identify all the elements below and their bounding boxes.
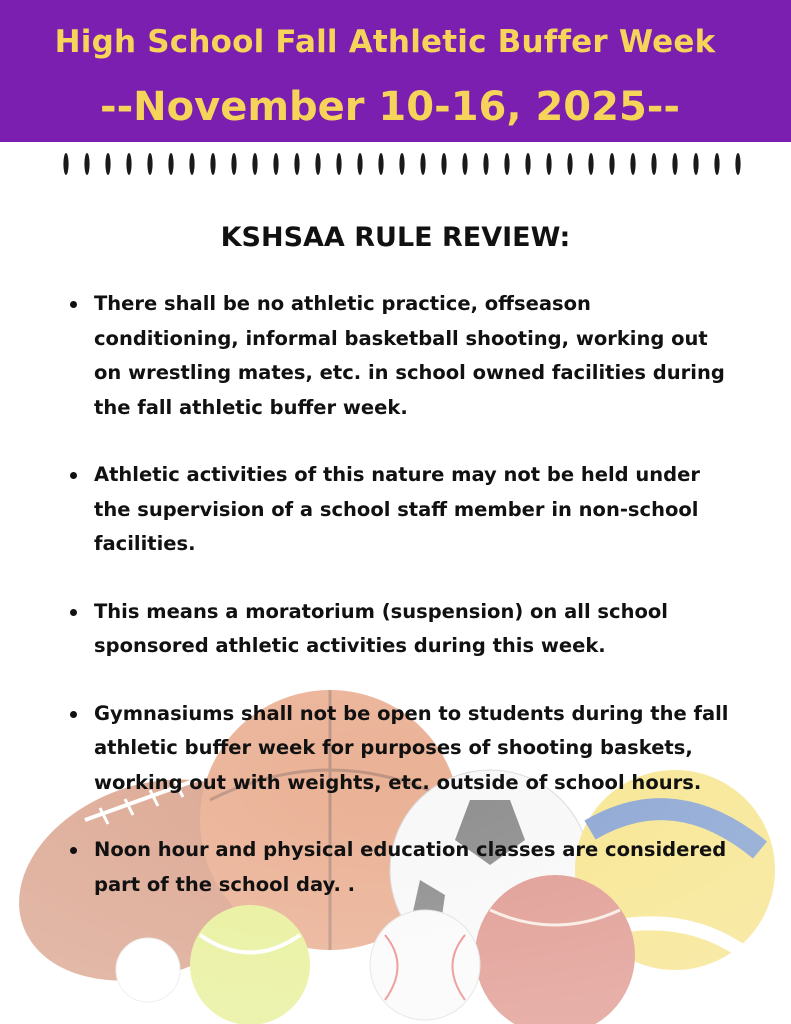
bullet-icon	[70, 711, 77, 718]
bullet-icon	[70, 609, 77, 616]
tick-mark-icon	[189, 153, 194, 175]
banner-dates: --November 10-16, 2025--	[99, 84, 681, 130]
tick-mark-icon	[525, 153, 530, 175]
tick-mark-icon	[714, 153, 719, 175]
tick-mark-icon	[651, 153, 656, 175]
tick-mark-icon	[105, 153, 110, 175]
tick-mark-icon	[546, 153, 551, 175]
rule-item	[62, 287, 732, 425]
tick-mark-icon	[483, 153, 488, 175]
tick-mark-icon	[567, 153, 572, 175]
tick-mark-divider	[62, 150, 742, 178]
tick-mark-icon	[462, 153, 467, 175]
tick-mark-icon	[399, 153, 404, 175]
tick-mark-icon	[378, 153, 383, 175]
bullet-icon	[70, 847, 77, 854]
tick-mark-icon	[693, 153, 698, 175]
tick-mark-icon	[147, 153, 152, 175]
rule-text: Noon hour and physical education classes are considered part of the school day. .	[94, 838, 727, 896]
tick-mark-icon	[231, 153, 236, 175]
title-banner	[0, 0, 791, 142]
tick-mark-icon	[252, 153, 257, 175]
rule-item	[62, 833, 732, 902]
bullet-icon	[70, 472, 77, 479]
rule-text: There shall be no athletic practice, offseason conditioning, informal basketball shooting, working out on wrestling mates, etc. in school owned facilities during the fall athletic buffer week.	[94, 292, 725, 419]
rule-item	[62, 595, 732, 664]
bullet-icon	[70, 301, 77, 308]
section-heading: KSHSAA RULE REVIEW:	[220, 222, 571, 253]
rule-text: This means a moratorium (suspension) on all school sponsored athletic activities during this week.	[94, 599, 668, 657]
rule-item	[62, 697, 732, 801]
tick-mark-icon	[420, 153, 425, 175]
rule-text: Gymnasiums shall not be open to students during the fall athletic buffer week for purposes of shooting baskets, working out with weights, etc. outside of school hours.	[94, 701, 729, 794]
tick-mark-icon	[294, 153, 299, 175]
tick-mark-icon	[168, 153, 173, 175]
tick-mark-icon	[609, 153, 614, 175]
tick-mark-icon	[336, 153, 341, 175]
rule-text: Athletic activities of this nature may not be held under the supervision of a school staff member in non-school facilities.	[94, 463, 700, 555]
tick-mark-icon	[84, 153, 89, 175]
tick-mark-icon	[63, 153, 68, 175]
tick-mark-icon	[630, 153, 635, 175]
rule-item	[62, 458, 732, 562]
tick-mark-icon	[504, 153, 509, 175]
tick-mark-icon	[273, 153, 278, 175]
tick-mark-icon	[672, 153, 677, 175]
tick-mark-icon	[735, 153, 740, 175]
tick-mark-icon	[588, 153, 593, 175]
tick-mark-icon	[315, 153, 320, 175]
rules-list	[62, 287, 732, 935]
tick-mark-icon	[210, 153, 215, 175]
tick-mark-icon	[126, 153, 131, 175]
tick-mark-icon	[441, 153, 446, 175]
tick-mark-icon	[357, 153, 362, 175]
banner-title: High School Fall Athletic Buffer Week	[54, 24, 716, 60]
